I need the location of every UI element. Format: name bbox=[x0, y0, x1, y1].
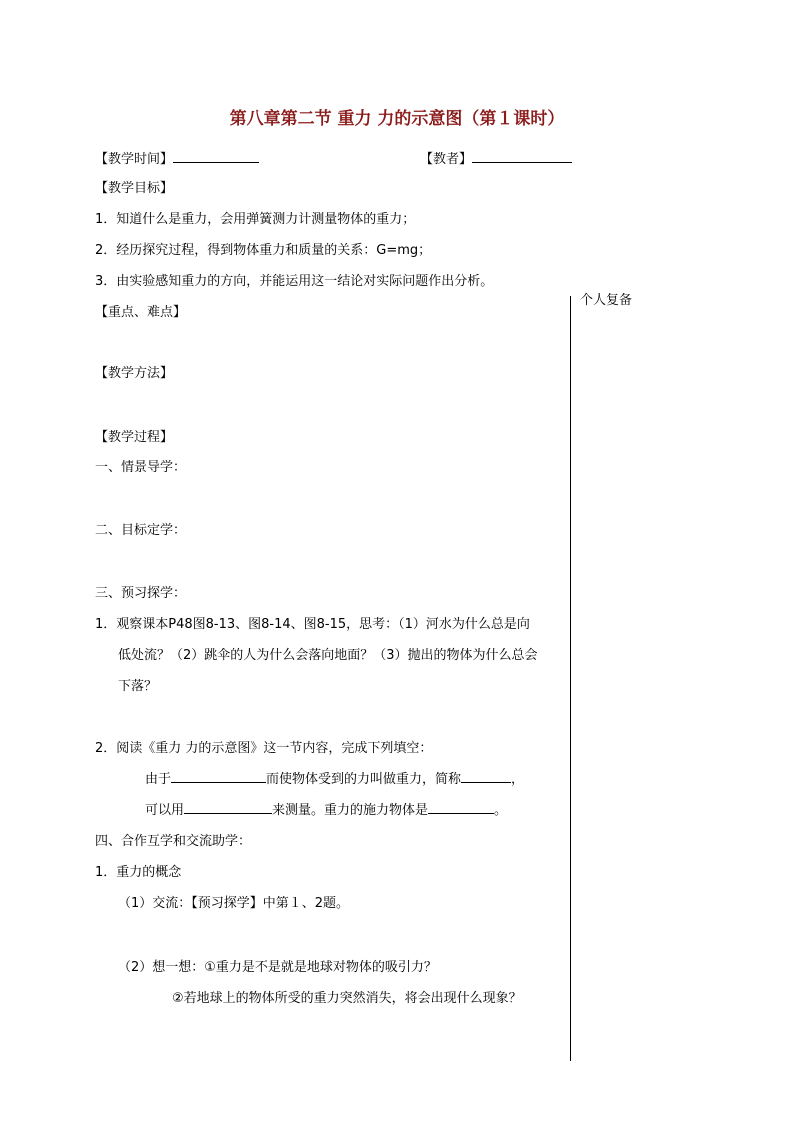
think-label: （2）想一想： bbox=[118, 960, 205, 975]
preview-question-1-cont: 低处流？（2）跳伞的人为什么会落向地面？（3）抛出的物体为什么总会 bbox=[118, 648, 538, 663]
cooperate-exchange: （1）交流：【预习探学】中第１、2题。 bbox=[118, 896, 350, 911]
key-points-heading: 【重点、难点】 bbox=[95, 305, 187, 320]
goal-item: 2．经历探究过程，得到物体重力和质量的关系：G=mg； bbox=[95, 243, 432, 258]
fill-blank-cause[interactable] bbox=[171, 770, 266, 783]
method-heading: 【教学方法】 bbox=[95, 366, 174, 381]
process-heading: 【教学过程】 bbox=[95, 430, 174, 445]
fill-blank-short-name[interactable] bbox=[461, 770, 511, 783]
preview-question-1-end: 下落？ bbox=[118, 679, 158, 694]
goals-heading: 【教学目标】 bbox=[95, 181, 174, 196]
teacher-blank[interactable] bbox=[472, 150, 572, 163]
fill-sentence-2 bbox=[145, 799, 507, 818]
teacher-label: 【教者】 bbox=[420, 152, 473, 167]
teaching-time-label: 【教学时间】 bbox=[95, 152, 174, 167]
preview-question-1: 1．观察课本P48图8-13、图8-14、图8-15，思考：（1）河水为什么总是向 bbox=[95, 617, 530, 632]
fill-text: 来测量。重力的施力物体是 bbox=[272, 803, 429, 818]
goal-item: 1．知道什么是重力，会用弹簧测力计测量物体的重力； bbox=[95, 212, 416, 227]
side-note-label: 个人复备 bbox=[580, 293, 633, 308]
think-question-2: ②若地球上的物体所受的重力突然消失，将会出现什么现象？ bbox=[172, 991, 522, 1006]
teaching-time-blank[interactable] bbox=[173, 150, 259, 163]
teaching-time-row bbox=[95, 148, 259, 167]
section-cooperate: 四、合作互学和交流助学： bbox=[95, 834, 252, 849]
think-question-1: ①重力是不是就是地球对物体的吸引力？ bbox=[204, 960, 437, 975]
page-title: 第八章第二节 重力 力的示意图（第１课时） bbox=[229, 109, 565, 129]
goal-item: 3．由实验感知重力的方向，并能运用这一结论对实际问题作出分析。 bbox=[95, 274, 494, 289]
fill-blank-source[interactable] bbox=[428, 801, 494, 814]
fill-text: 可以用 bbox=[145, 803, 185, 818]
fill-sentence-1 bbox=[145, 768, 524, 787]
section-scene: 一、情景导学： bbox=[95, 460, 187, 475]
teacher-row bbox=[420, 148, 572, 167]
preview-question-2: 2．阅读《重力 力的示意图》这一节内容，完成下列填空： bbox=[95, 741, 433, 756]
section-preview: 三、预习探学： bbox=[95, 586, 187, 601]
fill-blank-instrument[interactable] bbox=[184, 801, 272, 814]
margin-divider bbox=[570, 296, 571, 1061]
think-row bbox=[118, 956, 437, 975]
cooperate-item-1: 1．重力的概念 bbox=[95, 865, 182, 880]
section-goal: 二、目标定学： bbox=[95, 523, 187, 538]
fill-text: 由于 bbox=[145, 772, 172, 787]
fill-text: ， bbox=[511, 772, 525, 787]
fill-text: 。 bbox=[494, 803, 508, 818]
fill-text: 而使物体受到的力叫做重力，简称 bbox=[266, 772, 462, 787]
